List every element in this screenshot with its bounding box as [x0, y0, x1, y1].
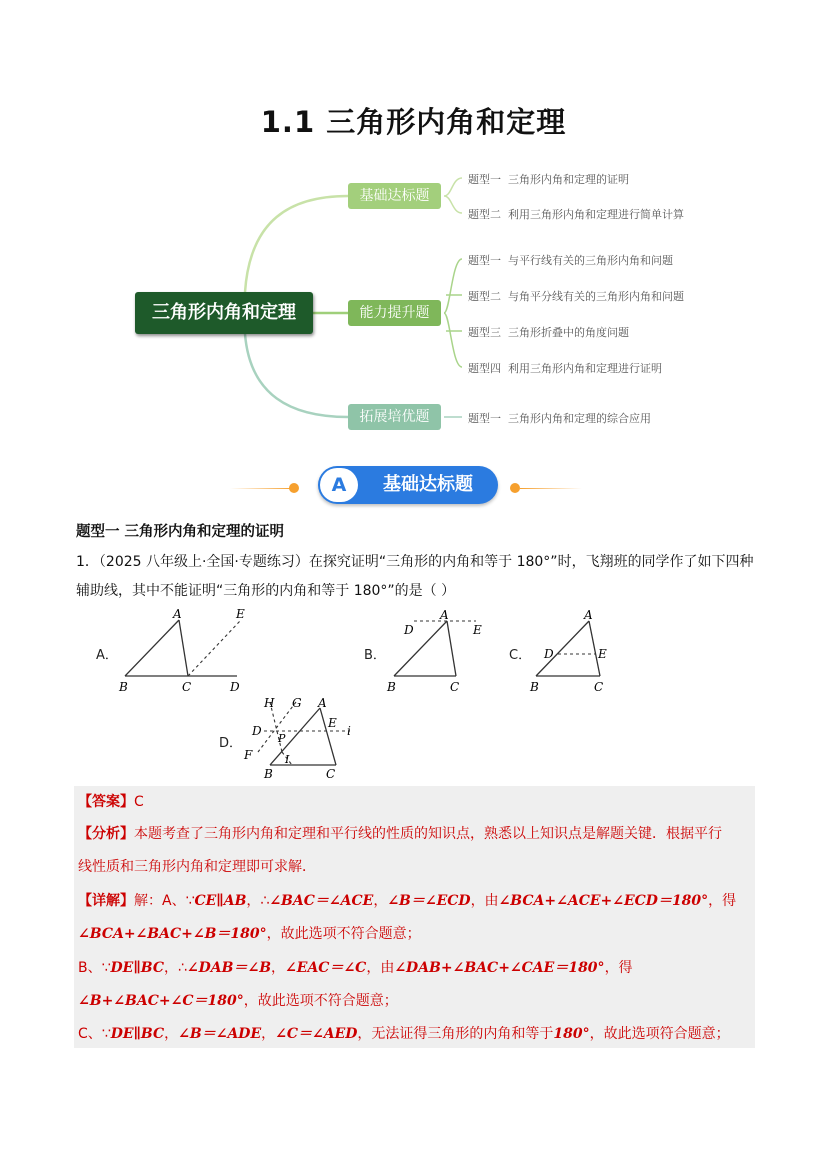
- category-basic: 基础达标题: [348, 183, 441, 209]
- analysis-line-2: 线性质和三角形内角和定理即可求解．: [78, 859, 316, 875]
- option-d-label: D．: [219, 736, 243, 751]
- fig-d-label-c: C: [326, 767, 336, 781]
- banner-line-right: [520, 488, 582, 489]
- fig-d-label-p: P: [278, 732, 286, 745]
- fig-d-label-e: E: [328, 716, 337, 730]
- fig-c-label-d: D: [544, 647, 554, 661]
- banner-letter: A: [320, 468, 358, 502]
- figure-b: [384, 604, 494, 694]
- option-c-label: C．: [509, 648, 532, 663]
- fig-d-label-b: B: [264, 767, 273, 781]
- detail-a-line-2: ∠BCA+∠BAC+∠B＝180°，故此选项不符合题意；: [78, 926, 421, 942]
- fig-d-label-f: F: [244, 748, 253, 762]
- fig-c-label-b: B: [530, 680, 539, 694]
- leaf-advanced-4: 题型四 利用三角形内角和定理进行证明: [468, 362, 662, 375]
- category-advanced: 能力提升题: [348, 300, 441, 326]
- section-heading: 题型一 三角形内角和定理的证明: [76, 524, 285, 540]
- leaf-basic-2: 题型二 利用三角形内角和定理进行简单计算: [468, 208, 684, 221]
- answer-tag: 【答案】: [78, 794, 134, 810]
- bracket-2: [444, 259, 462, 367]
- fig-b-label-c: C: [450, 680, 460, 694]
- fig-d-label-h: H: [264, 696, 275, 710]
- figure-d: [240, 692, 370, 784]
- fig-d-label-d: D: [252, 724, 262, 738]
- figure-c: [528, 604, 628, 694]
- fig-b-label-a: A: [440, 608, 449, 622]
- fig-d-label-a: A: [318, 696, 327, 710]
- banner-dot-left: [289, 483, 299, 493]
- figure-a: [112, 604, 252, 694]
- leaf-advanced-3: 题型三 三角形折叠中的角度问题: [468, 326, 629, 339]
- question-1: [76, 548, 756, 606]
- detail-b-line-1: B、∵DE∥BC，∴∠DAB＝∠B，∠EAC＝∠C，由∠DAB+∠BAC+∠CAE＝180°，得: [78, 960, 633, 976]
- detail-a-line-1: 【详解】解：A、∵CE∥AB，∴∠BAC＝∠ACE，∠B＝∠ECD，由∠BCA+∠ACE+∠ECD＝180°，得: [78, 893, 737, 909]
- fig-a-label-c: C: [182, 680, 192, 694]
- detail-b-line-2: ∠B+∠BAC+∠C＝180°，故此选项不符合题意；: [78, 993, 398, 1009]
- fig-c-label-a: A: [584, 608, 593, 622]
- analysis-tag: 【分析】: [78, 826, 134, 842]
- fig-d-label-i: I: [285, 753, 290, 766]
- mindmap-root: 三角形内角和定理: [135, 292, 313, 334]
- fig-c-label-e: E: [598, 647, 607, 661]
- leaf-basic-1: 题型一 三角形内角和定理的证明: [468, 173, 629, 186]
- fig-d-label-i-small: i: [347, 724, 351, 738]
- detail-tag: 【详解】: [78, 893, 134, 909]
- section-banner: [318, 466, 498, 504]
- branch-3-curve: [245, 334, 348, 417]
- leaf-advanced-1: 题型一 与平行线有关的三角形内角和问题: [468, 254, 673, 267]
- fig-c-label-c: C: [594, 680, 604, 694]
- page-title: 1.1 三角形内角和定理: [260, 105, 567, 139]
- answer-line: [78, 791, 144, 811]
- banner-title: 基础达标题: [383, 474, 473, 495]
- detail-c-line-1: C、∵DE∥BC，∠B＝∠ADE，∠C＝∠AED，无法证得三角形的内角和等于180°，故此选项符合题意；: [78, 1026, 730, 1042]
- fig-b-label-b: B: [387, 680, 396, 694]
- fig-b-label-d: D: [404, 623, 414, 637]
- answer-value: C: [134, 794, 144, 810]
- category-extension: 拓展培优题: [348, 404, 441, 430]
- question-line-2: 辅助线，其中不能证明“三角形的内角和等于 180°”的是（ ）: [76, 583, 456, 599]
- fig-a-label-d: D: [230, 680, 240, 694]
- branch-1-curve: [245, 196, 348, 292]
- fig-b-label-e: E: [473, 623, 482, 637]
- mindmap-connectors: [0, 0, 827, 440]
- fig-a-label-e: E: [236, 607, 245, 621]
- fig-a-label-a: A: [173, 607, 182, 621]
- fig-d-label-g: G: [292, 696, 302, 710]
- leaf-advanced-2: 题型二 与角平分线有关的三角形内角和问题: [468, 290, 684, 303]
- analysis-text-1: 本题考查了三角形内角和定理和平行线的性质的知识点，熟悉以上知识点是解题关键．根据平行: [134, 826, 722, 842]
- fig-a-label-b: B: [119, 680, 128, 694]
- option-b-label: B．: [364, 648, 386, 663]
- analysis-line-1: [78, 823, 722, 843]
- option-a-label: A．: [96, 648, 118, 663]
- question-line-1: 1．（2025 八年级上·全国·专题练习）在探究证明“三角形的内角和等于 180°”时，飞翔班的同学作了如下四种: [76, 554, 754, 570]
- banner-dot-right: [510, 483, 520, 493]
- banner-line-left: [230, 488, 292, 489]
- bracket-1: [444, 178, 462, 213]
- leaf-extension-1: 题型一 三角形内角和定理的综合应用: [468, 412, 651, 425]
